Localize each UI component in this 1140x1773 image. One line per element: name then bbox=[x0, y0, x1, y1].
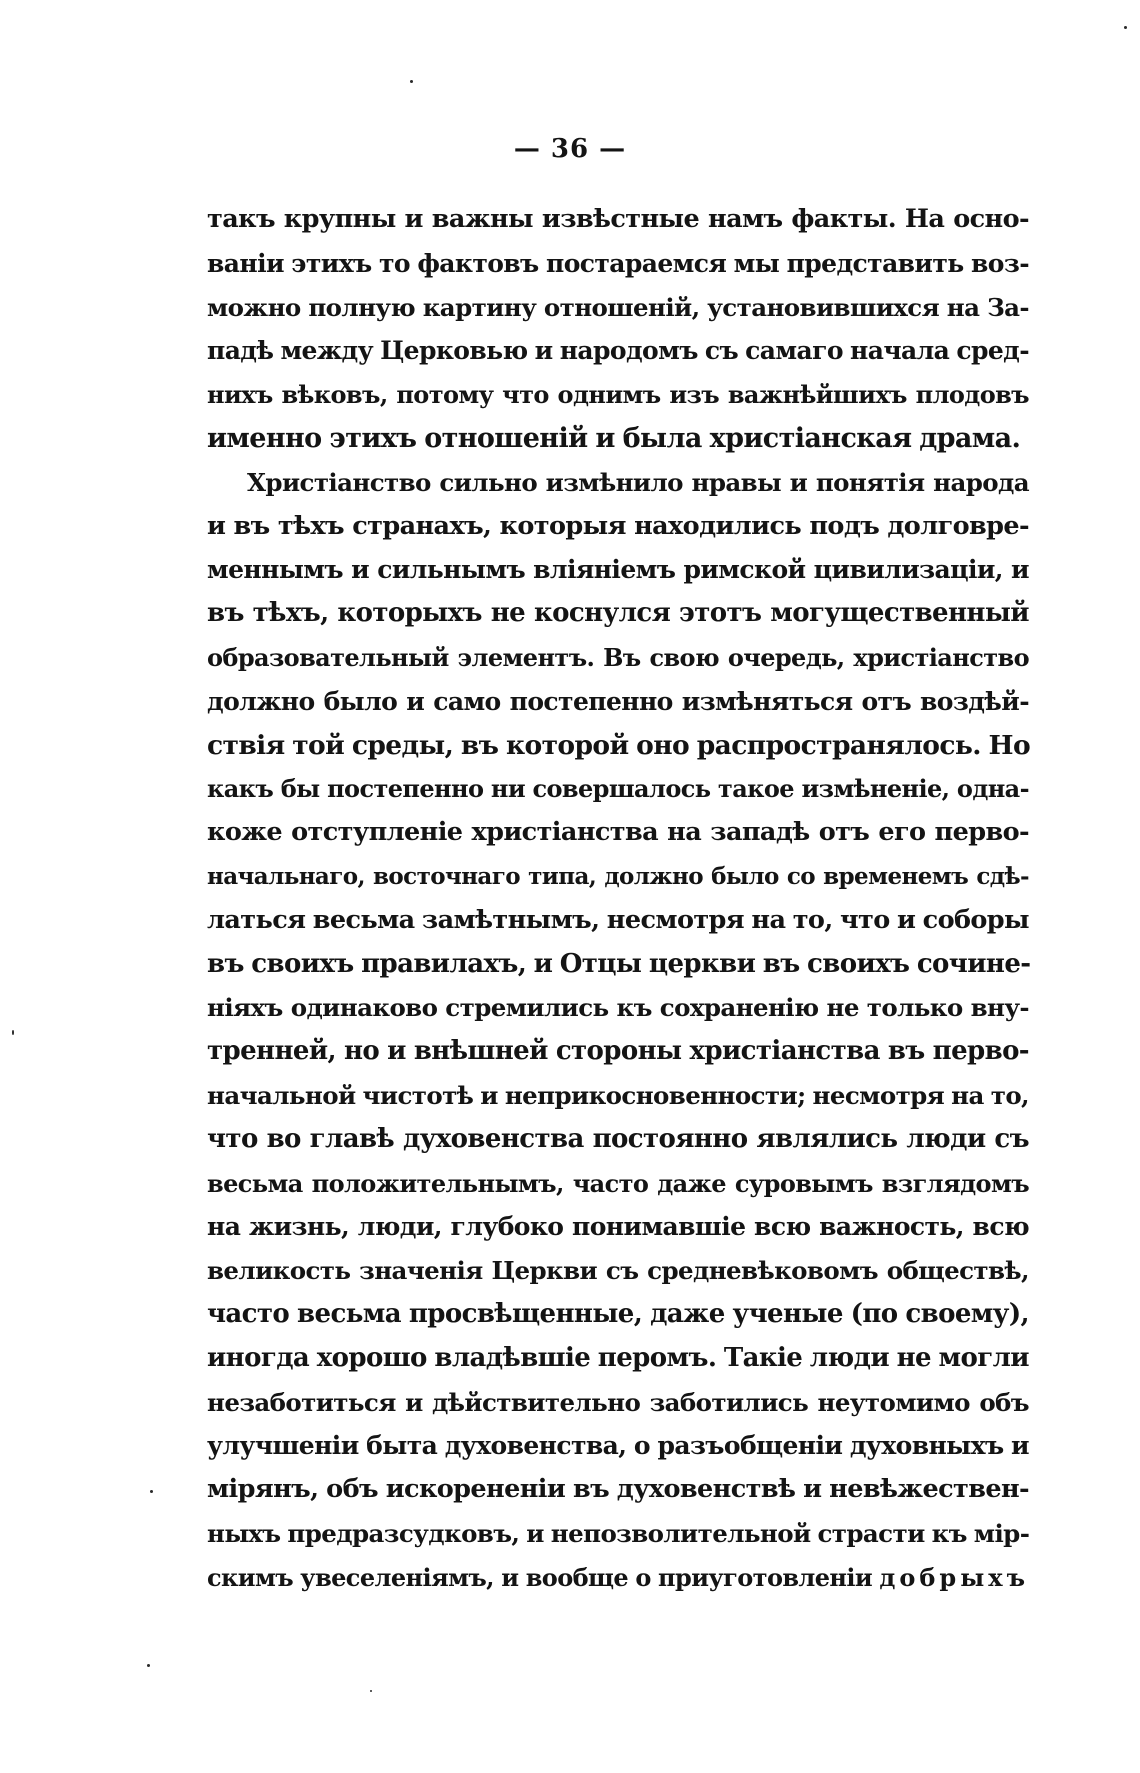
scan-speck bbox=[370, 1690, 372, 1692]
text-line: и въ тѣхъ странахъ, которыя находились подъ долговре- bbox=[207, 510, 1029, 541]
page-number: — 36 — bbox=[513, 134, 627, 164]
scan-speck bbox=[150, 1490, 153, 1493]
text-line: образовательный элементъ. Въ свою очередь, христіанство bbox=[207, 642, 1029, 672]
text-line: ніяхъ одинаково стремились къ сохраненію не только вну- bbox=[207, 993, 1029, 1023]
text-line: на жизнь, люди, глубоко понимавшіе всю важность, всю bbox=[207, 1212, 1029, 1242]
text-line: латься весьма замѣтнымъ, несмотря на то, что и соборы bbox=[207, 904, 1029, 935]
text-line: въ тѣхъ, которыхъ не коснулся этотъ могущественный bbox=[207, 598, 1029, 629]
scan-speck bbox=[12, 1030, 14, 1035]
text-line: начальнаго, восточнаго типа, должно было со временемъ сдѣ- bbox=[207, 862, 1029, 890]
text-line: улучшеніи быта духовенства, о разъобщеніи духовныхъ и bbox=[207, 1431, 1029, 1461]
final-line-start: скимъ увеселеніямъ, и вообще о приуготовленіи bbox=[207, 1562, 873, 1592]
scan-speck bbox=[1124, 26, 1127, 29]
text-line: меннымъ и сильнымъ вліяніемъ римской цивилизаціи, и bbox=[207, 555, 1029, 585]
text-line: нихъ вѣковъ, потому что однимъ изъ важнѣйшихъ плодовъ bbox=[207, 380, 1029, 410]
text-line: начальной чистотѣ и неприкосновенности; несмотря на то, bbox=[207, 1080, 1029, 1110]
final-text-line bbox=[207, 1556, 1029, 1600]
spaced-word: добрыхъ bbox=[879, 1562, 1029, 1592]
scan-speck bbox=[410, 80, 413, 83]
text-line: тренней, но и внѣшней стороны христіанства въ перво- bbox=[207, 1036, 1029, 1067]
text-line: коже отступленіе христіанства на западѣ отъ его перво- bbox=[207, 817, 1029, 848]
text-line: можно полную картину отношеній, установившихся на За- bbox=[207, 292, 1029, 322]
text-line: ваніи этихъ то фактовъ постараемся мы представить воз- bbox=[207, 248, 1029, 278]
text-line: незаботиться и дѣйствительно заботились неутомимо объ bbox=[207, 1387, 1029, 1417]
paragraph-start-line: Христіанство сильно измѣнило нравы и понятія народа bbox=[247, 467, 1029, 497]
text-line: какъ бы постепенно ни совершалось такое измѣненіе, одна- bbox=[207, 774, 1029, 804]
body-text bbox=[207, 198, 1029, 1600]
text-line: мірянъ, объ искорененіи въ духовенствѣ и невѣжествен- bbox=[207, 1474, 1029, 1505]
scan-speck bbox=[147, 1664, 150, 1667]
text-line: должно было и само постепенно измѣняться отъ воздѣй- bbox=[207, 686, 1029, 716]
text-line: ствія той среды, въ которой оно распространялось. Но bbox=[207, 729, 1031, 761]
text-line: именно этихъ отношеній и была христіанская драма. bbox=[207, 422, 1021, 454]
text-line: великость значенія Церкви съ средневѣковомъ обществѣ, bbox=[207, 1256, 1029, 1286]
text-line: ныхъ предразсудковъ, и непозволительной страсти къ мір- bbox=[207, 1518, 1030, 1548]
text-line: часто весьма просвѣщенные, даже ученые (по своему), bbox=[207, 1298, 1029, 1329]
text-line: такъ крупны и важны извѣстные намъ факты. На осно- bbox=[207, 204, 1029, 234]
text-line: падѣ между Церковью и народомъ съ самаго начала сред- bbox=[207, 336, 1029, 366]
text-line: въ своихъ правилахъ, и Отцы церкви въ своихъ сочине- bbox=[207, 948, 1031, 979]
text-line: иногда хорошо владѣвшіе перомъ. Такіе люди не могли bbox=[207, 1342, 1029, 1373]
text-line: что во главѣ духовенства постоянно являлись люди съ bbox=[207, 1123, 1029, 1154]
text-line: весьма положительнымъ, часто даже суровымъ взглядомъ bbox=[207, 1168, 1029, 1198]
